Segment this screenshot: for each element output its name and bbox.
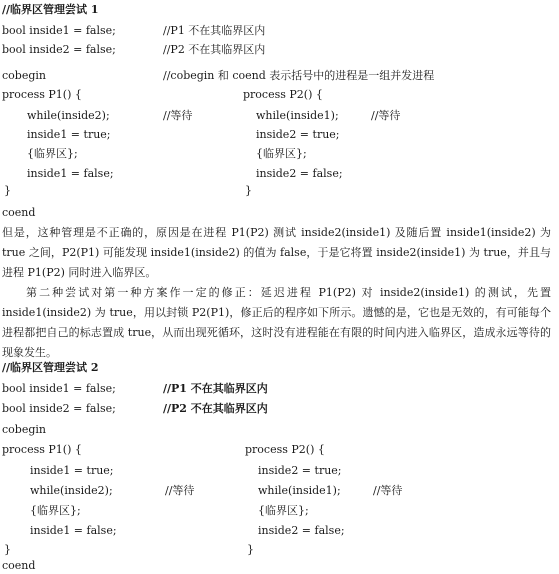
- section1-heading: //临界区管理尝试 1: [2, 3, 99, 16]
- section2-p1-close: }: [4, 543, 11, 556]
- section1-decl1-comment: //P1 不在其临界区内: [163, 24, 266, 37]
- section1-p1-set-true: inside1 = true;: [27, 128, 111, 141]
- section2-decl1-code: bool inside1 = false;: [2, 382, 116, 395]
- section2-decl2-comment: //P2 不在其临界区内: [163, 402, 268, 415]
- section2-p1-critical: {临界区};: [30, 504, 81, 517]
- section2-p1-set-true: inside1 = true;: [30, 464, 114, 477]
- section2-decl2-code: bool inside2 = false;: [2, 402, 116, 415]
- section1-p2-while: while(inside1);: [256, 109, 339, 122]
- section1-decl2-comment: //P2 不在其临界区内: [163, 43, 266, 56]
- section2-p2-while: while(inside1);: [258, 484, 341, 497]
- section1-p2-wait-comment: //等待: [371, 109, 401, 122]
- section1-p1-header: process P1() {: [2, 88, 82, 101]
- section2-cobegin: cobegin: [2, 423, 46, 436]
- section2-p2-set-false: inside2 = false;: [258, 524, 345, 537]
- section1-decl1-code: bool inside1 = false;: [2, 24, 116, 37]
- section1-p2-set-false: inside2 = false;: [256, 167, 343, 180]
- section1-p2-set-true: inside2 = true;: [256, 128, 340, 141]
- explanation-paragraph-1: 但是，这种管理是不正确的，原因是在进程 P1(P2) 测试 inside2(inside1) 及随后置 inside1(inside2) 为 true 之间，P2(P1) 可能发现 inside1(inside2) 的值为 false，于是它将置 inside2(inside1) 为 true，并且与进程 P1(P2) 同时进入临界区。: [2, 226, 551, 279]
- explanation-paragraph-2-text: 第二种尝试对第一种方案作一定的修正：延迟进程 P1(P2) 对 inside2(inside1) 的测试，先置 inside1(inside2) 为 true，用以封锁 P2(P1)，修正后的程序如下所示。遗憾的是，它也是无效的，有可能每个进程都把自己的标志置成 true，从而出现死循环，这时没有进程能在有限的时间内进入临界区，造成永远等待的现象发生。: [2, 286, 551, 359]
- section2-p2-wait-comment: //等待: [373, 484, 403, 497]
- section1-cobegin-comment: //cobegin 和 coend 表示括号中的进程是一组并发进程: [163, 69, 435, 82]
- section2-heading: //临界区管理尝试 2: [2, 361, 99, 374]
- explanation-paragraph-2: [2, 283, 551, 363]
- section1-p1-set-false: inside1 = false;: [27, 167, 114, 180]
- section1-p1-close: }: [4, 184, 11, 197]
- section1-decl2-code: bool inside2 = false;: [2, 43, 116, 56]
- section2-p2-close: }: [247, 543, 254, 556]
- section1-p2-critical: {临界区};: [256, 147, 307, 160]
- section1-cobegin: cobegin: [2, 69, 46, 82]
- section2-p2-critical: {临界区};: [258, 504, 309, 517]
- section2-p1-while: while(inside2);: [30, 484, 113, 497]
- section2-p1-wait-comment: //等待: [165, 484, 195, 497]
- section2-p1-header: process P1() {: [2, 443, 82, 456]
- section1-p1-wait-comment: //等待: [163, 109, 193, 122]
- section2-coend: coend: [2, 559, 36, 572]
- section1-p2-header: process P2() {: [243, 88, 323, 101]
- section2-p2-set-true: inside2 = true;: [258, 464, 342, 477]
- section2-p2-header: process P2() {: [245, 443, 325, 456]
- section1-p2-close: }: [245, 184, 252, 197]
- section1-p1-critical: {临界区};: [27, 147, 78, 160]
- section2-decl1-comment: //P1 不在其临界区内: [163, 382, 268, 395]
- section1-coend: coend: [2, 206, 36, 219]
- section2-p1-set-false: inside1 = false;: [30, 524, 117, 537]
- section1-p1-while: while(inside2);: [27, 109, 110, 122]
